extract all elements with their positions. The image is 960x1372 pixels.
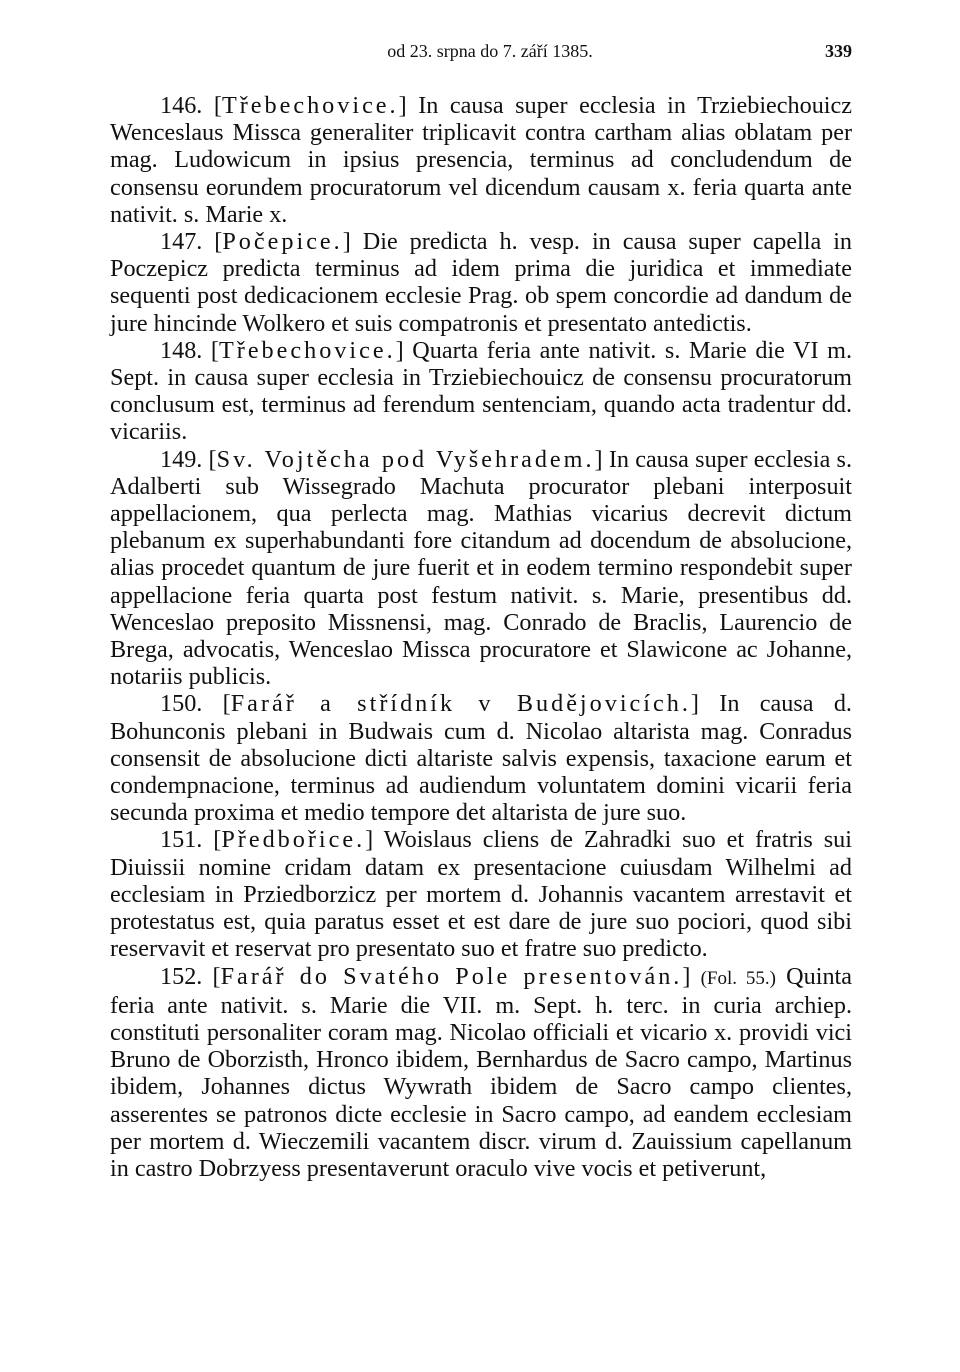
- entry-text: In causa super ecclesia in Trziebiechouicz Wenceslaus Missca generaliter triplicavit contra cartham alias oblatam per mag. Ludowicum in ipsius presencia, terminus ad concludendum de consensu eorundem procuratorum vel dicendum causam x. feria quarta ante nativit. s. Marie x.: [110, 92, 853, 228]
- entry-text: Quarta feria ante nativit. s. Marie die VI m. Sept. in causa super ecclesia in Trziebiechouicz de consensu procuratorum conclusum est, terminus ad ferendum sentenciam, quando acta tradentur dd. vicariis.: [110, 336, 852, 446]
- entry-text: Quinta feria ante nativit. s. Marie die VII. m. Sept. h. terc. in curia archiep. constituti personaliter coram mag. Nicolao officiali et vicario x. providi vici Bruno de Oborzisth, Hronco ibidem, Bernhardus de Sacro campo, Martinus ibidem, Johannes dictus Wywrath ibidem de Sacro campo clientes, asserentes se patronos dicte ecclesie in Sacro campo, ad eandem ecclesiam per mortem d. Wieczemili vacantem discr. virum d. Zauissium capellanum in castro Dobrzyess presentaverunt oraculo vive vocis et petiverunt,: [110, 962, 852, 1182]
- entry-148: 148. [Třebechovice.] Quarta feria ante nativit. s. Marie die VI m. Sept. in causa super ecclesia in Trziebiechouicz de consensu procuratorum conclusum est, terminus ad ferendum sentenciam, quando acta tradentur dd. vicariis.: [110, 336, 852, 446]
- entry-place: Třebechovice.: [218, 336, 396, 364]
- entry-152: 152. [Farář do Svatého Pole presentován.] (Fol. 55.) Quinta feria ante nativit. s. Marie die VII. m. Sept. h. terc. in curia archiep. constituti personaliter coram mag. Nicolao officiali et vicario x. providi vici Bruno de Oborzisth, Hronco ibidem, Bernhardus de Sacro campo, Martinus ibidem, Johannes dictus Wywrath ibidem de Sacro campo clientes, asserentes se patronos dicte ecclesie in Sacro campo, ad eandem ecclesiam per mortem d. Wieczemili vacantem discr. virum d. Zauissium capellanum in castro Dobrzyess presentaverunt oraculo vive vocis et petiverunt,: [110, 962, 852, 1182]
- entry-number: 150.: [160, 690, 203, 718]
- entry-149: 149. [Sv. Vojtěcha pod Vyšehradem.] In causa super ecclesia s. Adalberti sub Wissegrado Machuta procurator plebani interposuit appellacionem, qua perlecta mag. Mathias vicarius decrevit dictum plebanum ex superhabundanti fore citandum ad docendum de absolucione, alias procedet quantum de jure fuerit et in eodem termino respondebit super appellacione feria quarta post festum nativit. s. Marie, presentibus dd. Wenceslao preposito Missnensi, mag. Conrado de Braclis, Laurencio de Brega, advocatis, Wenceslao Missca procuratore et Slawicone ac Johanne, notariis publicis.: [110, 445, 852, 691]
- entry-150: 150. [Farář a střídník v Budějovicích.] In causa d. Bohunconis plebani in Budwais cum d. Nicolao altarista mag. Conradus consensit de absolucione dicti altariste salvis expensis, taxacione earum et condempnacione, terminus ad audiendum voluntatem domini vicarii feria secunda proxima et medio tempore det altarista de jure suo.: [110, 690, 852, 827]
- entry-text: Die predicta h. vesp. in causa super capella in Poczepicz predicta terminus ad idem prima die juridica et immediate sequenti post dedicacionem ecclesie Prag. ob spem concordie ad dandum de jure hincinde Wolkero et suis compatronis et presentato antedictis.: [110, 228, 853, 337]
- entry-text: In causa d. Bohunconis plebani in Budwais cum d. Nicolao altarista mag. Conradus consensit de absolucione dicti altariste salvis expensis, taxacione earum et condempnacione, terminus ad audiendum voluntatem domini vicarii feria secunda proxima et medio tempore det altarista de jure suo.: [110, 690, 852, 827]
- running-head: od 23. srpna do 7. září 1385.: [387, 41, 593, 61]
- entry-place: Počepice.: [222, 228, 343, 256]
- page-header: [110, 36, 852, 66]
- entry-146: 146. [Třebechovice.] In causa super ecclesia in Trziebiechouicz Wenceslaus Missca generaliter triplicavit contra cartham alias oblatam per mag. Ludowicum in ipsius presencia, terminus ad concludendum de consensu eorundem procuratorum vel dicendum causam x. feria quarta ante nativit. s. Marie x.: [110, 92, 853, 228]
- entry-place: Farář do Svatého Pole presentován.: [220, 962, 683, 990]
- entry-151: 151. [Předbořice.] Woislaus cliens de Zahradki suo et fratris sui Diuissii nomine cridam datam ex presentacione cuiusdam Wilhelmi ad ecclesiam in Prziedborzicz per mortem d. Johannis vacantem arrestavit et protestatus est, quia paratus esset et est dare de jure suo pociori, quod sibi reservavit et reservat pro presentato suo et fratre suo predicto.: [110, 826, 852, 963]
- entry-place: Předbořice.: [221, 826, 366, 854]
- folio-reference: (Fol. 55.): [700, 967, 776, 989]
- entry-place: Farář a střídník v Budějovicích.: [230, 690, 691, 718]
- entry-number: 147.: [160, 228, 203, 256]
- entry-place: Třebechovice.: [221, 92, 399, 119]
- page-number: 339: [825, 41, 852, 61]
- entry-number: 152.: [160, 962, 203, 990]
- entry-number: 146.: [160, 92, 203, 119]
- entry-number: 151.: [160, 826, 203, 854]
- entry-147: 147. [Počepice.] Die predicta h. vesp. in causa super capella in Poczepicz predicta terminus ad idem prima die juridica et immediate sequenti post dedicacionem ecclesie Prag. ob spem concordie ad dandum de jure hincinde Wolkero et suis compatronis et presentato antedictis.: [110, 228, 853, 337]
- body-text: [110, 92, 852, 1182]
- entry-text: Woislaus cliens de Zahradki suo et fratris sui Diuissii nomine cridam datam ex presentacione cuiusdam Wilhelmi ad ecclesiam in Prziedborzicz per mortem d. Johannis vacantem arrestavit et protestatus est, quia paratus esset et est dare de jure suo pociori, quod sibi reservavit et reservat pro presentato suo et fratre suo predicto.: [110, 826, 852, 963]
- entry-place: Sv. Vojtěcha pod Vyšehradem.: [216, 445, 595, 473]
- entry-number: 149.: [160, 445, 203, 473]
- entry-number: 148.: [160, 336, 203, 364]
- entry-text: In causa super ecclesia s. Adalberti sub Wissegrado Machuta procurator plebani interposuit appellacionem, qua perlecta mag. Mathias vicarius decrevit dictum plebanum ex superhabundanti fore citandum ad docendum de absolucione, alias procedet quantum de jure fuerit et in eodem termino respondebit super appellacione feria quarta post festum nativit. s. Marie, presentibus dd. Wenceslao preposito Missnensi, mag. Conrado de Braclis, Laurencio de Brega, advocatis, Wenceslao Missca procuratore et Slawicone ac Johanne, notariis publicis.: [110, 445, 852, 691]
